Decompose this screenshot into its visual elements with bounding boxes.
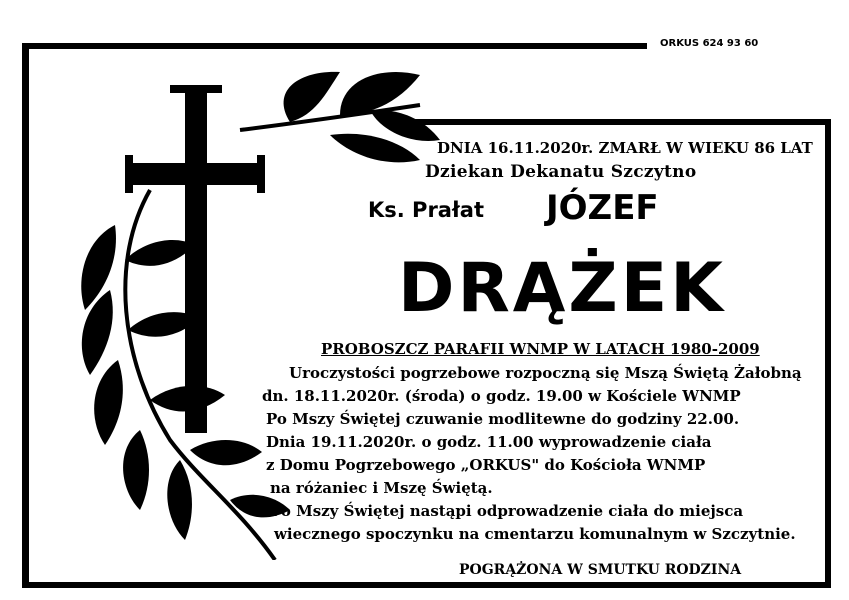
first-name: JÓZEF [546, 188, 659, 228]
schedule-line: z Domu Pogrzebowego „ORKUS" do Kościoła WNMP [266, 456, 706, 474]
schedule-line: Po Mszy Świętej nastąpi odprowadzenie ciała do miejsca [270, 502, 744, 520]
frame-left-border [22, 43, 29, 588]
schedule-line: Uroczystości pogrzebowe rozpoczną się Mszą Świętą Żałobną [289, 364, 802, 382]
death-date-line: DNIA 16.11.2020r. ZMARŁ W WIEKU 86 LAT [437, 139, 813, 157]
deceased-role: Dziekan Dekanatu Szczytno [425, 162, 697, 182]
title-prefix: Ks. Prałat [368, 198, 484, 222]
schedule-line: Dnia 19.11.2020r. o godz. 11.00 wyprowadzenie ciała [266, 433, 712, 451]
parish-position: PROBOSZCZ PARAFII WNMP W LATACH 1980-2009 [321, 340, 760, 358]
funeral-home-phone: ORKUS 624 93 60 [660, 38, 759, 49]
frame-top-border [22, 43, 647, 49]
surname: DRĄŻEK [398, 249, 726, 328]
frame-bottom-border [22, 582, 831, 588]
schedule-line: wiecznego spoczynku na cmentarzu komunalnym w Szczytnie. [274, 525, 796, 543]
schedule-line: na różaniec i Mszę Świętą. [270, 479, 493, 497]
schedule-line: Po Mszy Świętej czuwanie modlitewne do godziny 22.00. [266, 410, 740, 428]
frame-right-border [825, 119, 831, 588]
family-signature: POGRĄŻONA W SMUTKU RODZINA [459, 562, 742, 578]
schedule-line: dn. 18.11.2020r. (środa) o godz. 19.00 w Kościele WNMP [262, 387, 741, 405]
